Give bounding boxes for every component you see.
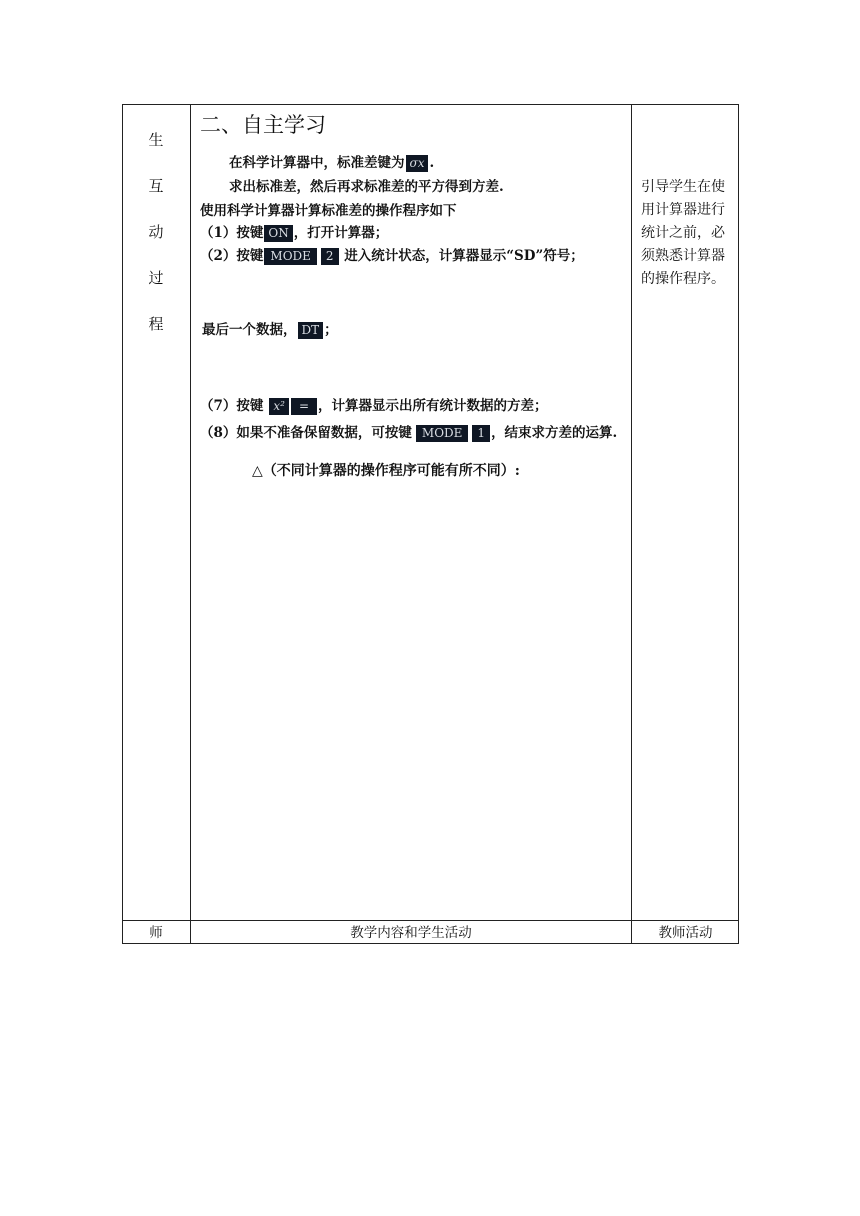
dt-key: DT: [298, 322, 324, 339]
step-7-text: （7）按键: [200, 398, 264, 414]
footer-cell-teacher-activity: 教师活动: [658, 925, 713, 941]
one-key: 1: [472, 425, 490, 442]
step-1: [200, 224, 388, 242]
intro-period: .: [429, 155, 435, 171]
step-1-text: （1）按键: [200, 225, 264, 241]
intro-line-1: [229, 154, 434, 172]
two-key: 2: [321, 248, 339, 265]
footer-row-divider: [122, 920, 739, 921]
last-data-line: [202, 321, 338, 339]
teacher-activity-note: 引导学生在使用计算器进行统计之前，必须熟悉计算器的操作程序。: [641, 179, 725, 287]
column-divider-right: [631, 104, 632, 944]
intro-line-2: 求出标准差，然后再求标准差的平方得到方差.: [229, 179, 504, 195]
step-8: [200, 424, 617, 442]
side-label-char: 互: [148, 177, 164, 195]
step-2: [200, 247, 584, 265]
step-8-suffix: ，结束求方差的运算.: [491, 425, 618, 441]
side-label-char: 动: [148, 223, 164, 241]
mode-key: MODE: [264, 248, 317, 265]
step-7: [200, 397, 548, 415]
procedure-heading: 使用科学计算器计算标准差的操作程序如下: [200, 203, 457, 219]
intro-text: 在科学计算器中，标准差键为: [229, 155, 405, 171]
step-2-suffix: 进入统计状态，计算器显示“SD”符号；: [344, 248, 584, 264]
column-divider-left: [190, 104, 191, 944]
last-data-text: 最后一个数据，: [202, 322, 297, 338]
footer-cell-content: 教学内容和学生活动: [350, 925, 472, 941]
step-2-text: （2）按键: [200, 248, 264, 264]
side-label-char: 过: [148, 269, 164, 287]
side-label: [122, 130, 190, 360]
on-key: ON: [264, 225, 292, 242]
step-1-suffix: ，打开计算器；: [293, 225, 389, 241]
step-7-suffix: ，计算器显示出所有统计数据的方差；: [318, 398, 548, 414]
step-8-text: （8）如果不准备保留数据，可按键: [200, 425, 412, 441]
equals-key: =: [291, 398, 317, 415]
mode-key: MODE: [416, 425, 469, 442]
x-squared-key: x²: [269, 398, 289, 415]
triangle-note: △（不同计算器的操作程序可能有所不同）:: [252, 463, 520, 479]
last-data-suffix: ；: [324, 322, 338, 338]
sigma-x-key: σx: [406, 155, 429, 172]
side-label-char: 程: [148, 315, 164, 333]
section-title: 二、自主学习: [200, 113, 326, 137]
side-label-char: 生: [148, 131, 164, 149]
footer-cell-teacher: 师: [149, 925, 163, 941]
